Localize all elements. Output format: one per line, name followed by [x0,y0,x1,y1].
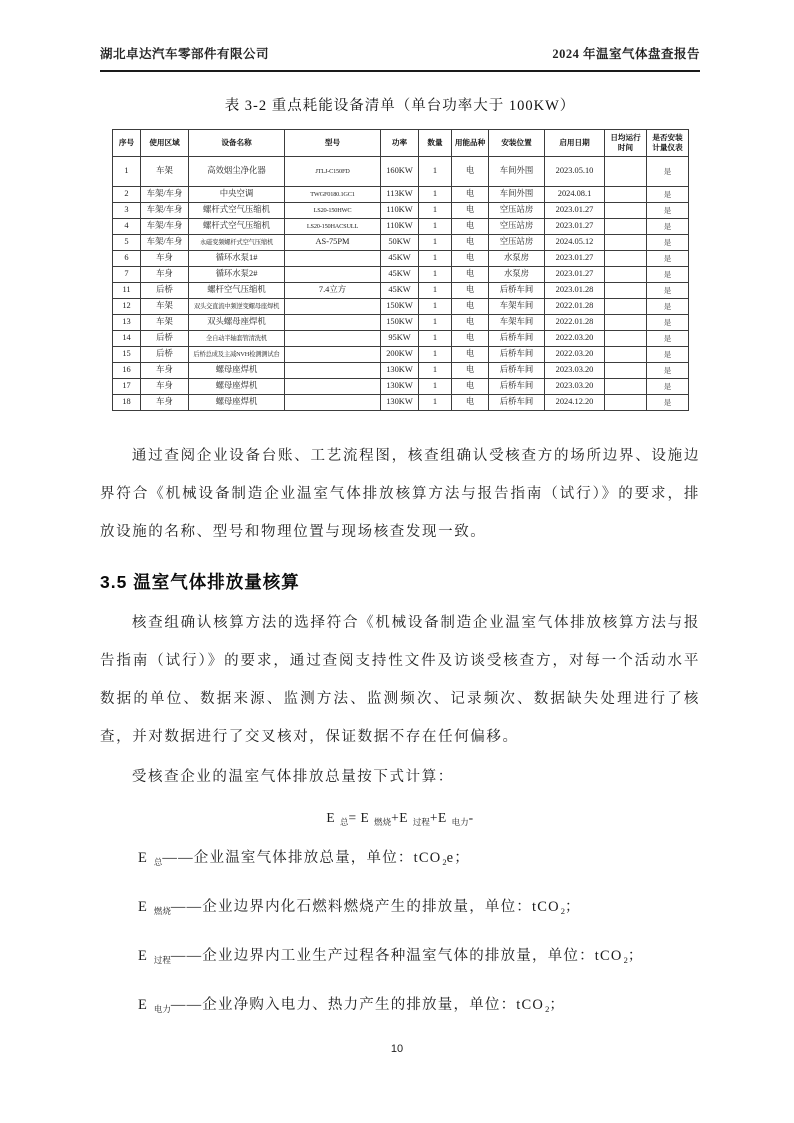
table-cell [605,363,647,379]
table-cell: 电 [452,379,489,395]
paragraph-method-verification: 核查组确认核算方法的选择符合《机械设备制造企业温室气体排放核算方法与报告指南（试行）》的要求，通过查阅支持性文件及访谈受核查方，对每一个活动水平数据的单位、数据来源、监测方法、监测频次、记录频次、数据缺失处理进行了核查，并对数据进行了交叉核对，保证数据不存在任何偏移。 [100,615,700,745]
table-cell [285,347,381,363]
table-cell: 车架/车身 [141,235,189,251]
table-cell: 电 [452,203,489,219]
table-cell: 3 [113,203,141,219]
table-cell: 2022.03.20 [545,347,605,363]
formula-subscript: 2 [442,857,447,867]
formula-term-definition [100,990,700,1024]
table-cell [605,267,647,283]
table-cell: 15 [113,347,141,363]
table-cell: JTLJ-C150FD [285,157,381,187]
table-cell: 后桥车间 [489,331,545,347]
table-column-header: 序号 [113,130,141,157]
table-cell: 是 [647,347,689,363]
table-cell: 空压站房 [489,235,545,251]
table-cell: 2023.01.28 [545,283,605,299]
table-row [113,379,689,395]
table-cell: 2022.03.20 [545,331,605,347]
formula-text: - [468,810,474,825]
table-cell: 后桥车间 [489,395,545,411]
table-cell: 7.4立方 [285,283,381,299]
table-cell: 车架车间 [489,315,545,331]
table-row [113,363,689,379]
formula-text: E [326,810,339,825]
table-cell: 14 [113,331,141,347]
table-cell: 电 [452,395,489,411]
table-cell [605,235,647,251]
table-cell: 1 [113,157,141,187]
table-cell: 是 [647,203,689,219]
formula-text: e； [446,850,470,866]
table-cell: 1 [419,157,452,187]
equipment-table [112,129,689,411]
table-cell: LS20-150HACSULL [285,219,381,235]
table-cell: 后桥 [141,331,189,347]
table-column-header: 启用日期 [545,130,605,157]
table-cell: 后桥总成及主减NVH检测测试台 [189,347,285,363]
table-cell: 1 [419,219,452,235]
formula-text: E [138,997,153,1013]
formula-text: ——企业温室气体排放总量，单位：tCO [162,850,442,866]
table-cell [605,157,647,187]
table-cell: 是 [647,219,689,235]
table-row [113,219,689,235]
table-cell: 130KW [381,379,419,395]
table-cell: 1 [419,283,452,299]
table-header-row [113,130,689,157]
table-cell: 45KW [381,283,419,299]
table-cell: 1 [419,267,452,283]
table-cell: 车架 [141,315,189,331]
table-cell: 1 [419,299,452,315]
table-cell: 1 [419,235,452,251]
table-cell: 螺母座焊机 [189,379,285,395]
table-cell [605,331,647,347]
table-cell: 150KW [381,315,419,331]
table-cell: 1 [419,331,452,347]
table-cell: 11 [113,283,141,299]
table-cell: 2022.01.28 [545,299,605,315]
table-cell: 后桥车间 [489,347,545,363]
table-row [113,203,689,219]
table-cell: 2023.01.27 [545,251,605,267]
table-cell: 13 [113,315,141,331]
table-cell: 是 [647,395,689,411]
table-cell: 1 [419,379,452,395]
table-cell: 后桥车间 [489,283,545,299]
table-cell: 6 [113,251,141,267]
table-cell [605,251,647,267]
table-cell: 中央空调 [189,187,285,203]
table-cell: 160KW [381,157,419,187]
table-column-header: 设备名称 [189,130,285,157]
table-row [113,347,689,363]
table-cell: 车身 [141,267,189,283]
table-row [113,157,689,187]
table-cell: 车身 [141,363,189,379]
formula-text: ——企业净购入电力、热力产生的排放量，单位：tCO [170,997,545,1013]
table-cell: 18 [113,395,141,411]
table-cell: 150KW [381,299,419,315]
table-cell: 2022.01.28 [545,315,605,331]
formula-text: ——企业边界内工业生产过程各种温室气体的排放量，单位：tCO [170,948,623,964]
table-cell: 16 [113,363,141,379]
table-cell: 电 [452,251,489,267]
table-cell: 是 [647,283,689,299]
table-cell [285,251,381,267]
table-column-header: 数量 [419,130,452,157]
table-cell: 是 [647,235,689,251]
table-cell: 2023.03.20 [545,363,605,379]
table-cell: 45KW [381,267,419,283]
table-cell [605,187,647,203]
table-cell: 2023.01.27 [545,267,605,283]
table-cell: 是 [647,331,689,347]
table-cell: 1 [419,251,452,267]
table-cell: 1 [419,203,452,219]
table-row [113,235,689,251]
table-cell: 电 [452,363,489,379]
formula-term-definitions [100,843,700,1024]
formula-term-definition [100,892,700,926]
formula-text: E [138,899,153,915]
table-cell: 是 [647,379,689,395]
header-company-name: 湖北卓达汽车零部件有限公司 [100,47,270,61]
table-cell: 车身 [141,379,189,395]
running-header [100,44,700,72]
table-row [113,315,689,331]
table-cell: 1 [419,315,452,331]
table-cell: 车架/车身 [141,219,189,235]
table-cell: 电 [452,283,489,299]
table-cell: 是 [647,363,689,379]
formula-subscript: 电力 [451,817,469,827]
table-cell [605,315,647,331]
table-cell [605,347,647,363]
table-cell: 空压站房 [489,203,545,219]
table-cell: 车间外围 [489,187,545,203]
table-cell: 电 [452,157,489,187]
table-cell: LS20-150HWC [285,203,381,219]
table-cell: 电 [452,235,489,251]
table-cell [285,315,381,331]
table-cell: 是 [647,187,689,203]
formula-text: +E [429,810,451,825]
table-cell: 2024.08.1 [545,187,605,203]
paragraph-formula-intro: 受核查企业的温室气体排放总量按下式计算： [131,769,454,785]
table-cell: 电 [452,187,489,203]
table-cell: 2023.01.27 [545,203,605,219]
table-column-header: 使用区域 [141,130,189,157]
table-cell: 110KW [381,219,419,235]
table-row [113,267,689,283]
table-cell: 2023.05.10 [545,157,605,187]
table-cell: 1 [419,395,452,411]
table-column-header: 型号 [285,130,381,157]
table-cell [285,379,381,395]
table-cell: 电 [452,219,489,235]
table-cell [285,267,381,283]
formula-subscript: 2 [623,955,628,965]
table-row [113,283,689,299]
table-cell: 5 [113,235,141,251]
header-report-title: 2024 年温室气体盘查报告 [552,47,700,61]
table-cell: 双头螺母座焊机 [189,315,285,331]
table-cell: 高效烟尘净化器 [189,157,285,187]
table-cell: 电 [452,299,489,315]
table-cell: 循环水泵1# [189,251,285,267]
table-cell: 是 [647,251,689,267]
formula-subscript: 燃烧 [153,906,171,916]
table-cell: 50KW [381,235,419,251]
table-cell: 后桥 [141,347,189,363]
table-cell [605,395,647,411]
table-cell: 电 [452,347,489,363]
table-cell: 200KW [381,347,419,363]
table-cell: 车架/车身 [141,203,189,219]
paragraph-boundary-confirmation: 通过查阅企业设备台账、工艺流程图，核查组确认受核查方的场所边界、设施边界符合《机械设备制造企业温室气体排放核算方法与报告指南（试行）》的要求，排放设施的名称、型号和物理位置与现场核查发现一致。 [100,448,700,540]
table-cell: 7 [113,267,141,283]
table-cell: 是 [647,299,689,315]
table-cell: 螺杆式空气压缩机 [189,219,285,235]
formula-text: E [138,850,153,866]
table-column-header: 安装位置 [489,130,545,157]
table-cell: 电 [452,331,489,347]
table-column-header: 是否安装计量仪表 [647,130,689,157]
page-number: 10 [390,1043,404,1055]
table-column-header: 功率 [381,130,419,157]
table-cell: 螺母座焊机 [189,363,285,379]
formula-subscript: 燃烧 [374,817,392,827]
table-cell: 130KW [381,363,419,379]
formula-subscript: 2 [560,906,566,916]
table-cell: 是 [647,157,689,187]
formula-subscript: 总 [339,817,349,827]
table-caption: 表 3-2 重点耗能设备清单（单台功率大于 100KW） [224,98,576,114]
formula-text: ； [565,899,581,915]
table-cell: 1 [419,363,452,379]
table-cell: 130KW [381,395,419,411]
formula-subscript: 电力 [153,1004,171,1014]
table-cell: 2024.05.12 [545,235,605,251]
table-column-header: 用能品种 [452,130,489,157]
table-cell: 2024.12.20 [545,395,605,411]
table-row [113,251,689,267]
table-cell: 1 [419,187,452,203]
table-cell [605,283,647,299]
formula-subscript: 过程 [412,817,430,827]
table-cell: 是 [647,267,689,283]
table-cell: 水泵房 [489,251,545,267]
formula-term-definition [100,843,700,877]
table-cell: 空压站房 [489,219,545,235]
table-cell [605,299,647,315]
table-cell: AS-75PM [285,235,381,251]
table-cell [605,219,647,235]
table-cell: 螺杆式空气压缩机 [189,203,285,219]
formula-subscript: 过程 [153,955,171,965]
table-cell: 4 [113,219,141,235]
table-cell: 1 [419,347,452,363]
table-row [113,187,689,203]
table-cell [605,203,647,219]
table-cell: 车架 [141,157,189,187]
table-cell: 螺母座焊机 [189,395,285,411]
formula-subscript: 2 [545,1004,550,1014]
table-cell [285,331,381,347]
table-cell: 电 [452,315,489,331]
table-cell [285,395,381,411]
table-cell: 是 [647,315,689,331]
table-cell: 车身 [141,395,189,411]
table-cell: 12 [113,299,141,315]
table-cell: 后桥 [141,283,189,299]
table-cell [285,299,381,315]
table-cell: 2 [113,187,141,203]
formula-text: ； [627,948,644,964]
table-row [113,299,689,315]
table-cell: 车架/车身 [141,187,189,203]
table-cell: TWGF0180.1GC1 [285,187,381,203]
table-cell [285,363,381,379]
table-cell: 后桥车间 [489,379,545,395]
formula-subscript: 总 [153,857,163,867]
table-cell: 车架车间 [489,299,545,315]
table-cell: 车架 [141,299,189,315]
table-row [113,395,689,411]
table-cell: 双头交直流中频逆变螺母座焊机 [189,299,285,315]
table-cell: 113KW [381,187,419,203]
table-row [113,331,689,347]
table-cell: 循环水泵2# [189,267,285,283]
table-cell: 2023.01.27 [545,219,605,235]
table-cell: 车身 [141,251,189,267]
table-cell: 水泵房 [489,267,545,283]
formula-text: ——企业边界内化石燃料燃烧产生的排放量，单位：tCO [170,899,560,915]
table-cell: 45KW [381,251,419,267]
emission-total-formula [100,810,700,828]
table-cell: 全自动半轴套管清洗机 [189,331,285,347]
formula-text: ； [549,997,566,1013]
table-column-header: 日均运行时间 [605,130,647,157]
table-cell: 永磁变频螺杆式空气压缩机 [189,235,285,251]
formula-term-definition [100,941,700,975]
table-cell: 螺杆空气压缩机 [189,283,285,299]
formula-text: +E [391,810,412,825]
table-cell: 电 [452,267,489,283]
table-cell [605,379,647,395]
table-cell: 17 [113,379,141,395]
table-cell: 车间外围 [489,157,545,187]
table-cell: 95KW [381,331,419,347]
table-cell: 110KW [381,203,419,219]
formula-text: E [138,948,153,964]
table-cell: 后桥车间 [489,363,545,379]
table-cell: 2023.03.20 [545,379,605,395]
section-heading-3-5: 3.5 温室气体排放量核算 [100,572,300,592]
formula-text: = E [348,810,374,825]
